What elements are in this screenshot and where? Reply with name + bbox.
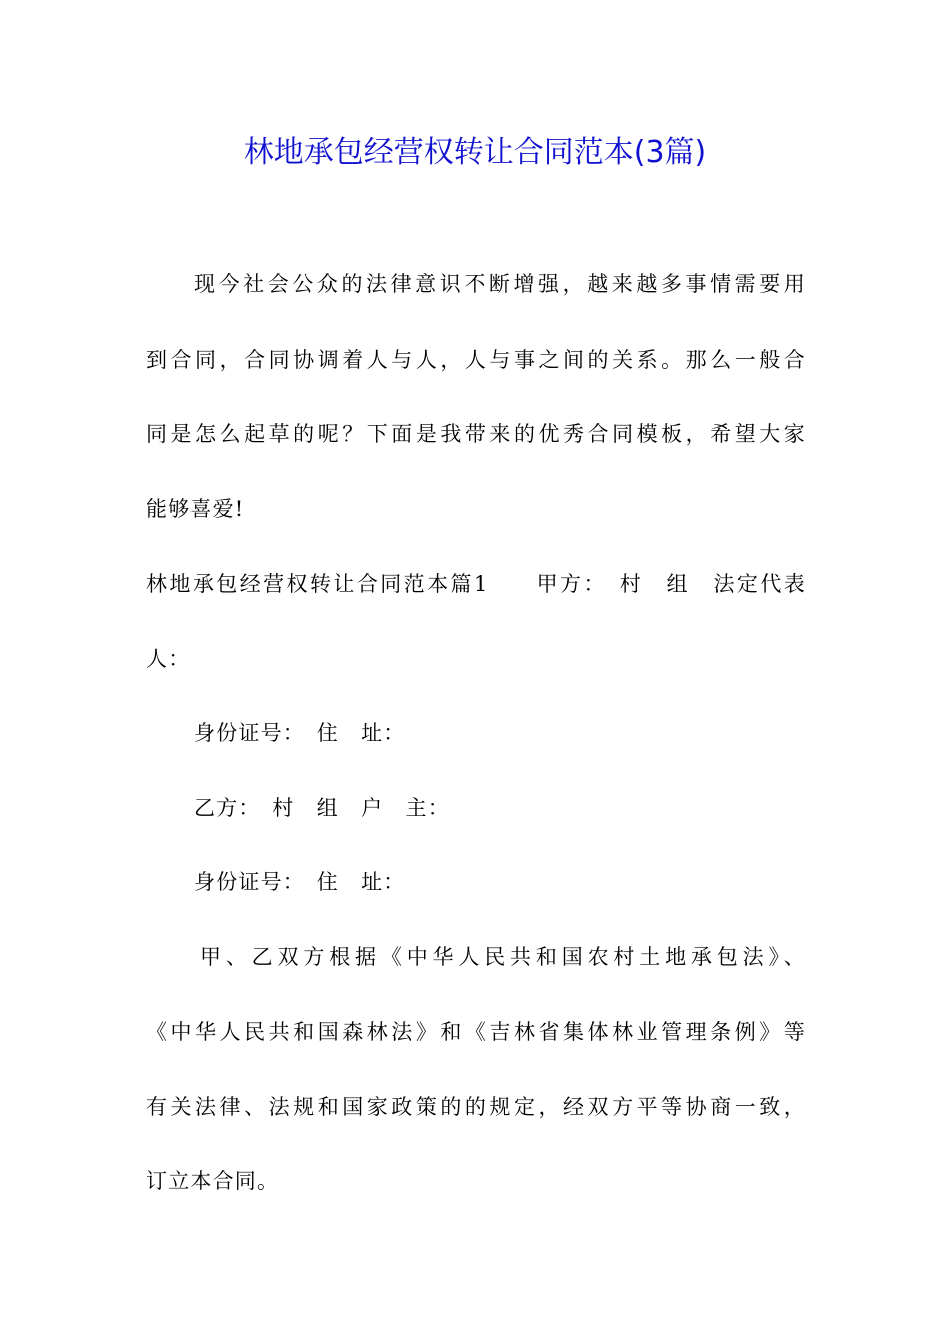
paragraph-line: 人： — [146, 647, 191, 671]
paragraph-line: 同是怎么起草的呢？下面是我带来的优秀合同模板，希望大家 — [146, 422, 806, 446]
paragraph-line: 订立本合同。 — [146, 1169, 280, 1193]
paragraph-line: 能够喜爱! — [146, 497, 245, 521]
party-b-id-line: 身份证号： 住 址： — [194, 870, 406, 894]
paragraph-line: 有关法律、法规和国家政策的的规定，经双方平等协商一致， — [146, 1095, 806, 1119]
section-heading-line: 林地承包经营权转让合同范本篇1 甲方： 村 组 法定代表 — [146, 572, 806, 596]
document-title: 林地承包经营权转让合同范本(3篇) — [243, 135, 707, 170]
party-b-line: 乙方： 村 组 户 主： — [194, 796, 450, 820]
paragraph-line: 现今社会公众的法律意识不断增强，越来越多事情需要用 — [194, 272, 806, 296]
paragraph-line: 《中华人民共和国森林法》和《吉林省集体林业管理条例》等 — [146, 1020, 806, 1044]
party-a-id-line: 身份证号： 住 址： — [194, 721, 406, 745]
paragraph-line: 甲、乙双方根据《中华人民共和国农村土地承包法》、 — [200, 945, 806, 969]
paragraph-line: 到合同，合同协调着人与人，人与事之间的关系。那么一般合 — [146, 348, 806, 372]
